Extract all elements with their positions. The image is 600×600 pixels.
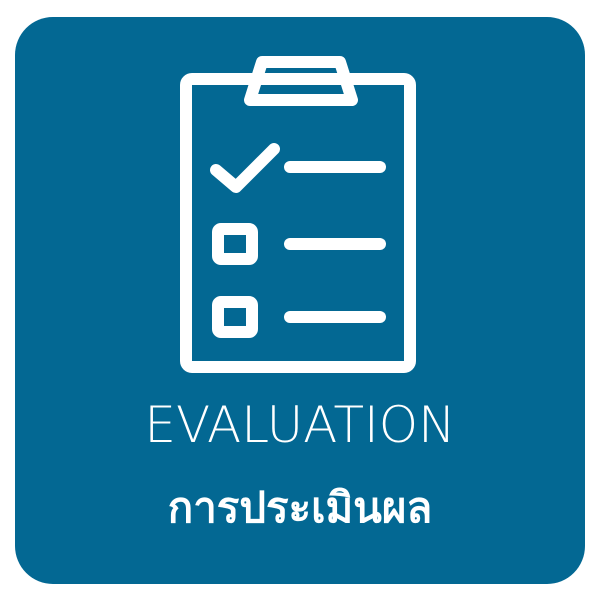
checkbox-icon-1 (218, 229, 252, 259)
title-english: EVALUATION (144, 396, 456, 454)
title-thai: การประเมินผล (167, 483, 433, 532)
checkmark-icon (216, 149, 274, 187)
checkbox-icon-2 (218, 302, 252, 332)
